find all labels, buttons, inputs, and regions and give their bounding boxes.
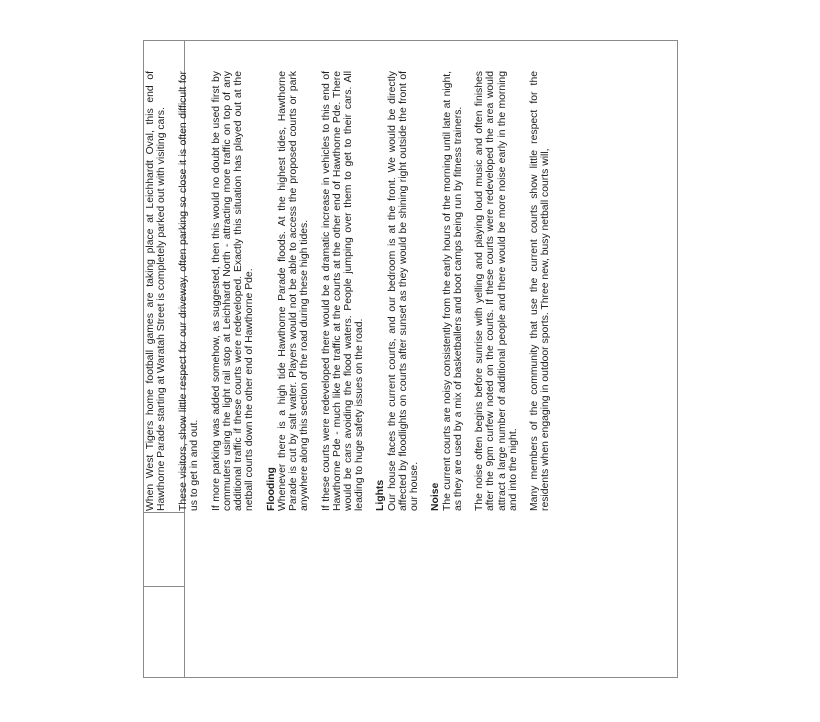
section-heading: Lights [375, 479, 387, 511]
paragraph-2 [178, 71, 200, 511]
section-flooding [266, 71, 310, 511]
rotated-text-cell [145, 71, 680, 511]
paragraph-text: When West Tigers home football games are taking place at Leichhardt Oval, this end of Hawthorne Parade starting at Waratah Street is completely parked out with visiting cars. [145, 71, 168, 511]
paragraph-text: The noise often begins before sunrise with yelling and playing loud music and often finishes after the 9pm curfew noted on the courts. If these courts were redeveloped the area would attract a large number of additional people and there would be more noise early in the morning and into the night. [474, 71, 519, 511]
section-heading: Noise [430, 482, 442, 511]
row-divider [144, 586, 184, 587]
paragraph-text: The current courts are noisy consistently from the early hours of the morning until late at night, as they are used by a mix of basketballers and boot camps being run by fitness trainers. [441, 71, 464, 511]
paragraph-text: These visitors, show little respect for our driveway, often parking so close it is often difficult for us to get in and out. [177, 71, 200, 511]
paragraph-text: If more parking was added somehow, as suggested, then this would no doubt be used first by commuters using the light rail stop at Leichhardt North - attracting more traffic on top of any additional traffic if these courts were redeveloped. Exactly this situation has played out at the netball courts down the other end of Hawthorne Pde. [210, 71, 255, 511]
paragraph-text: Our house faces the current courts, and our bedroom is at the front. We would be directly affected by floodlights on courts after sunset as they would be shining right outside the front of our house. [386, 71, 420, 511]
paragraph-text: Many members of the community that use the current courts show little respect for the residents when engaging in outdoor sports. Three new, busy netball courts will, [529, 71, 552, 511]
paragraph-1 [145, 71, 167, 511]
section-lights [375, 71, 419, 511]
row-divider [144, 512, 184, 513]
paragraph-9 [529, 71, 551, 511]
section-noise [430, 71, 463, 511]
section-heading: Flooding [265, 467, 277, 511]
paragraph-8 [474, 71, 518, 511]
paragraph-3 [211, 71, 255, 511]
paragraph-5 [321, 71, 365, 511]
paragraph-text: If these courts were redeveloped there would be a dramatic increase in vehicles to this end of Hawthorne Pde - much like the traffic at the courts at the other end of Hawthorne Pde. There would be cars avoiding the flood waters. People jumping over them to get to their cars. All leading to huge safety issues on the road. [320, 71, 365, 511]
paragraph-text: Whenever there is a high tide Hawthorne Parade floods. At the highest tides, Hawthorne Parade is cut by salt water. Players would not be able to access the proposed courts or park anywhere along this section of the road during these high tides. [276, 71, 310, 511]
